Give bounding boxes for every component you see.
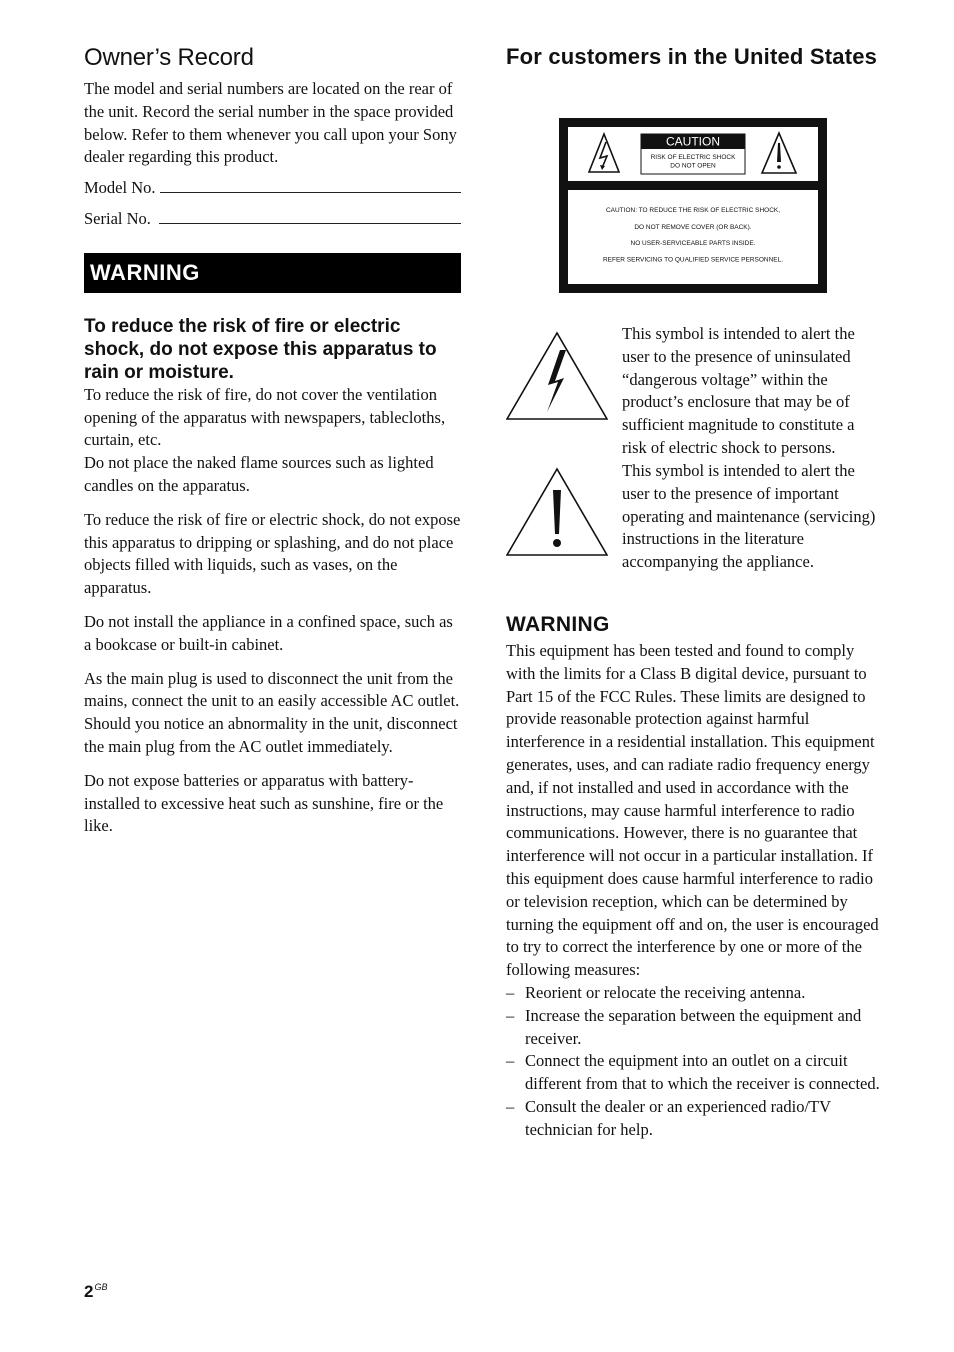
- owners-record-title: Owner’s Record: [84, 44, 254, 71]
- fcc-warning-section: [506, 613, 880, 1142]
- us-customers-title: For customers in the United States: [506, 44, 878, 69]
- fcc-measures-list: [506, 982, 880, 1142]
- lightning-symbol-text: This symbol is intended to alert the user to the presence of uninsulated “dangerous voltage” within the product’s enclosure that may be of sufficient magnitude to constitute a risk of electric shock to persons.: [622, 324, 855, 457]
- serial-number-line: [84, 208, 461, 231]
- caution-risk-line2: DO NOT OPEN: [670, 162, 716, 170]
- list-item: – Reorient or relocate the receiving antenna.: [506, 982, 880, 1005]
- owners-record-body: The model and serial numbers are located on the rear of the unit. Record the serial number in the space provided below. Refer to them whenever you call upon your Sony dealer regarding this product.: [84, 79, 457, 167]
- page-number-suffix: GB: [94, 1282, 108, 1292]
- warning-banner: WARNING: [84, 253, 461, 293]
- page-number: [84, 1282, 107, 1302]
- page-number-value: 2: [84, 1282, 94, 1301]
- list-item: – Consult the dealer or an experienced radio/TV technician for help.: [506, 1096, 880, 1142]
- caution-line-1: CAUTION: TO REDUCE THE RISK OF ELECTRIC SHOCK,: [605, 207, 781, 214]
- model-number-label: Model No.: [84, 178, 156, 198]
- exclamation-warning-icon: [506, 466, 608, 563]
- lightning-warning-icon: [506, 330, 608, 427]
- caution-line-4: REFER SERVICING TO QUALIFIED SERVICE PERSONNEL.: [602, 256, 784, 264]
- fire-para-3: Do not install the appliance in a confined space, such as a bookcase or built-in cabinet.: [84, 611, 453, 654]
- caution-line-2: DO NOT REMOVE COVER (OR BACK).: [634, 224, 752, 231]
- model-number-line: [84, 177, 461, 200]
- caution-header: CAUTION: [666, 134, 720, 149]
- fire-para-5: Do not expose batteries or apparatus with battery-installed to excessive heat such as sunshine, fire or the like.: [84, 770, 444, 836]
- exclamation-symbol-text: This symbol is intended to alert the user to the presence of important operating and maintenance (servicing) instructions in the literature accompanying the appliance.: [622, 461, 876, 572]
- caution-label-graphic: [559, 118, 827, 293]
- fire-para-2: To reduce the risk of fire or electric shock, do not expose this apparatus to dripping or splashing, and do not place objects filled with liquids, such as vases, on the apparatus.: [84, 509, 461, 598]
- fire-para-4: As the main plug is used to disconnect the unit from the mains, connect the unit to an easily accessible AC outlet. Should you notice an abnormality in the unit, disconnect the main plug from the AC outlet immediately.: [84, 668, 460, 756]
- caution-line-3: NO USER-SERVICEABLE PARTS INSIDE.: [630, 240, 756, 247]
- fcc-warning-heading: WARNING: [506, 613, 610, 636]
- exclamation-symbol-row: [506, 460, 880, 600]
- list-item: – Increase the separation between the equipment and receiver.: [506, 1005, 880, 1051]
- serial-number-blank: [159, 209, 461, 224]
- list-item: – Connect the equipment into an outlet on a circuit different from that to which the receiver is connected.: [506, 1050, 880, 1096]
- fire-para-1a: To reduce the risk of fire, do not cover the ventilation opening of the apparatus with newspapers, tablecloths, curtain, etc.: [84, 384, 446, 450]
- fire-shock-heading: To reduce the risk of fire or electric shock, do not expose this apparatus to rain or moisture.: [84, 315, 437, 383]
- right-column: [506, 44, 880, 1204]
- lightning-symbol-row: [506, 323, 880, 463]
- fcc-warning-body: This equipment has been tested and found to comply with the limits for a Class B digital device, pursuant to Part 15 of the FCC Rules. These limits are designed to provide reasonable protection against harmful interference in a residential installation. This equipment generates, uses, and can radiate radio frequency energy and, if not installed and used in accordance with the instructions, may cause harmful interference to radio communications. However, there is no guarantee that interference will not occur in a particular installation. If this equipment does cause harmful interference to radio or television reception, which can be determined by turning the equipment off and on, the user is encouraged to try to correct the interference by one or more of the following measures:: [506, 641, 879, 980]
- serial-number-label: Serial No.: [84, 208, 151, 228]
- left-column: [84, 44, 461, 838]
- fire-para-1b: Do not place the naked flame sources such as lighted candles on the apparatus.: [84, 453, 434, 495]
- caution-risk-line1: RISK OF ELECTRIC SHOCK: [650, 154, 736, 161]
- model-number-blank: [160, 178, 462, 193]
